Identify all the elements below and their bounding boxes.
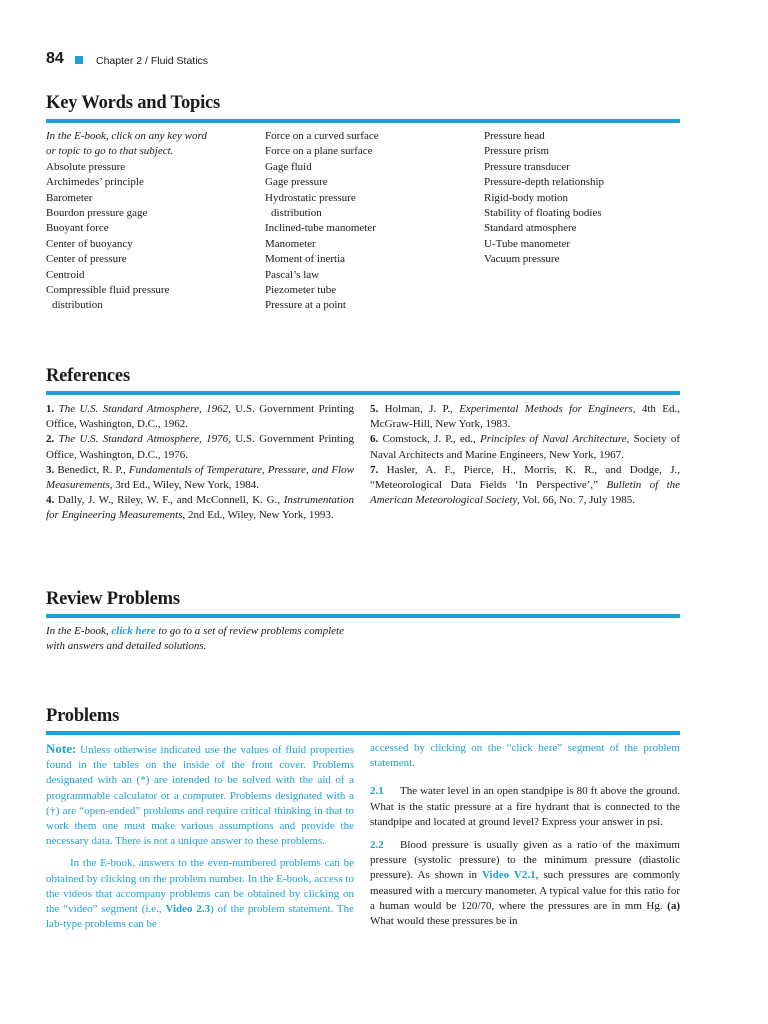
problems-left-column <box>46 741 354 932</box>
references-left-column <box>46 402 354 524</box>
key-words-intro: In the E-book, click on any key word <box>46 130 207 142</box>
reference-item: 3. Benedict, R. P., Fundamentals of Temperature, Pressure, and Flow Measurements, 3rd Ed., Wiley, New York, 1984. <box>46 463 354 492</box>
key-word-link[interactable]: Hydrostatic pressure <box>265 191 356 204</box>
key-word-link[interactable]: Rigid-body motion <box>484 191 569 204</box>
reference-item: 1. The U.S. Standard Atmosphere, 1962, U.S. Government Printing Office, Washington, D.C., 1962. <box>46 403 355 431</box>
key-word-link[interactable]: Buoyant force <box>46 222 109 235</box>
key-word-link[interactable]: Gage fluid <box>265 160 312 173</box>
reference-item: 7. Hasler, A. F., Pierce, H., Morris, K. R., and Dodge, J., “Meteorological Data Fields ‘In Perspective’,” Bulletin of the American Meteorological Society, Vol. 66, No. 7, July 1985. <box>370 463 681 507</box>
section-rule <box>46 614 680 618</box>
ebook-paragraph: In the E-book, answers to the even-numbered problems can be obtained by clicking on the problem number. In the E-book, access to the videos that accompany problems can be obtained by clicking on the “video” segment (i.e., Video 2.3) of the problem statement. The lab-type problems can be <box>46 857 355 931</box>
key-words-column-3 <box>484 129 604 268</box>
note-paragraph: Note: Unless otherwise indicated use the values of fluid properties found in the tables on the inside of the front cover. Problems designated with an (*) are intended to be solved with the aid of a programmable calculator or a computer. Problems designated with a (†) are “open-ended” problems and require critical thinking in that to work them one must make various assumptions and provide the necessary data. There is not a unique answer to these problems. <box>46 741 354 848</box>
key-words-column-2 <box>265 129 379 314</box>
click-here-link[interactable]: click here <box>111 625 156 637</box>
problem-number-link[interactable]: 2.1 <box>370 785 384 798</box>
section-heading-review-problems: Review Problems <box>46 589 180 609</box>
problems-right-column <box>370 741 680 929</box>
section-heading-references: References <box>46 366 130 386</box>
key-word-link[interactable]: Center of buoyancy <box>46 237 133 250</box>
key-words-intro: or topic to go to that subject. <box>46 145 174 158</box>
problem-number-link[interactable]: 2.2 <box>370 839 384 852</box>
section-rule <box>46 391 680 395</box>
key-word-link[interactable]: Archimedes’ principle <box>46 176 144 189</box>
key-word-link[interactable]: Force on a plane surface <box>265 145 373 158</box>
key-word-link[interactable]: Absolute pressure <box>46 160 126 173</box>
problem-2-2: 2.2 Blood pressure is usually given as a ratio of the maximum pressure (systolic pressure) to the minimum pressure (diastolic pressure). As shown in Video V2.1, such pressures are commonly measured with a mercury manometer. A typical value for this ratio for a human would be 120/70, where the pressures are in mm Hg. (a) What would these pressures be in <box>370 839 680 928</box>
review-problems-text: In the E-book, click here to go to a set of review problems complete with answers and detailed solutions. <box>46 625 344 653</box>
chapter-marker-square <box>75 56 83 64</box>
key-word-link[interactable]: Moment of inertia <box>265 253 346 266</box>
section-rule <box>46 119 680 123</box>
references-right-column <box>370 402 680 508</box>
problem-2-1: 2.1 The water level in an open standpipe is 80 ft above the ground. What is the static pressure at a fire hydrant that is connected to the standpipe and located at ground level? Express your answer in psi. <box>370 785 680 828</box>
key-word-link[interactable]: Barometer <box>46 191 93 204</box>
reference-item: 6. Comstock, J. P., ed., Principles of Naval Architecture, Society of Naval Architects and Marine Engineers, New York, 1967. <box>370 433 680 461</box>
key-word-link[interactable]: Pressure prism <box>484 145 550 158</box>
reference-item: 4. Dally, J. W., Riley, W. F., and McConnell, K. G., Instrumentation for Engineering Measurements, 2nd Ed., Wiley, New York, 1993. <box>46 494 354 522</box>
key-word-link[interactable]: Pressure-depth relationship <box>484 176 605 189</box>
key-word-link[interactable]: Piezometer tube <box>265 284 337 297</box>
section-heading-key-words: Key Words and Topics <box>46 93 221 113</box>
key-word-link[interactable]: Vacuum pressure <box>484 253 560 266</box>
key-word-link[interactable]: Center of pressure <box>46 253 127 266</box>
video-link[interactable]: Video 2.3 <box>165 903 211 916</box>
section-heading-problems: Problems <box>46 706 120 726</box>
key-words-column-1 <box>46 129 207 314</box>
page-number: 84 <box>46 50 64 67</box>
reference-item: 5. Holman, J. P., Experimental Methods for Engineers, 4th Ed., McGraw-Hill, New York, 1983. <box>370 403 680 431</box>
key-word-link[interactable]: Compressible fluid pressure <box>46 284 170 297</box>
reference-item: 2. The U.S. Standard Atmosphere, 1976, U.S. Government Printing Office, Washington, D.C., 1976. <box>46 433 355 461</box>
key-word-link[interactable]: Pressure transducer <box>484 160 570 173</box>
key-word-link[interactable]: Inclined-tube manometer <box>265 222 376 235</box>
section-rule <box>46 731 680 735</box>
key-word-link[interactable]: Manometer <box>265 237 316 250</box>
chapter-title: Chapter 2 / Fluid Statics <box>96 55 209 67</box>
note-continuation: accessed by clicking on the “click here” segment of the problem statement. <box>370 742 680 770</box>
key-word-link[interactable]: distribution <box>52 299 103 312</box>
key-word-link[interactable]: Pressure head <box>484 130 545 142</box>
key-word-link[interactable]: Standard atmosphere <box>484 222 577 235</box>
video-link[interactable]: Video V2.1 <box>482 869 536 882</box>
key-word-link[interactable]: Pressure at a point <box>265 299 346 312</box>
key-word-link[interactable]: distribution <box>271 207 322 220</box>
key-word-link[interactable]: Force on a curved surface <box>265 130 379 142</box>
key-word-link[interactable]: Gage pressure <box>265 176 328 189</box>
note-label: Note: <box>46 741 77 756</box>
key-word-link[interactable]: Bourdon pressure gage <box>46 207 148 220</box>
key-word-link[interactable]: Stability of floating bodies <box>484 207 602 220</box>
key-word-link[interactable]: Pascal’s law <box>265 268 320 281</box>
key-word-link[interactable]: Centroid <box>46 268 85 281</box>
key-word-link[interactable]: U-Tube manometer <box>484 237 571 250</box>
